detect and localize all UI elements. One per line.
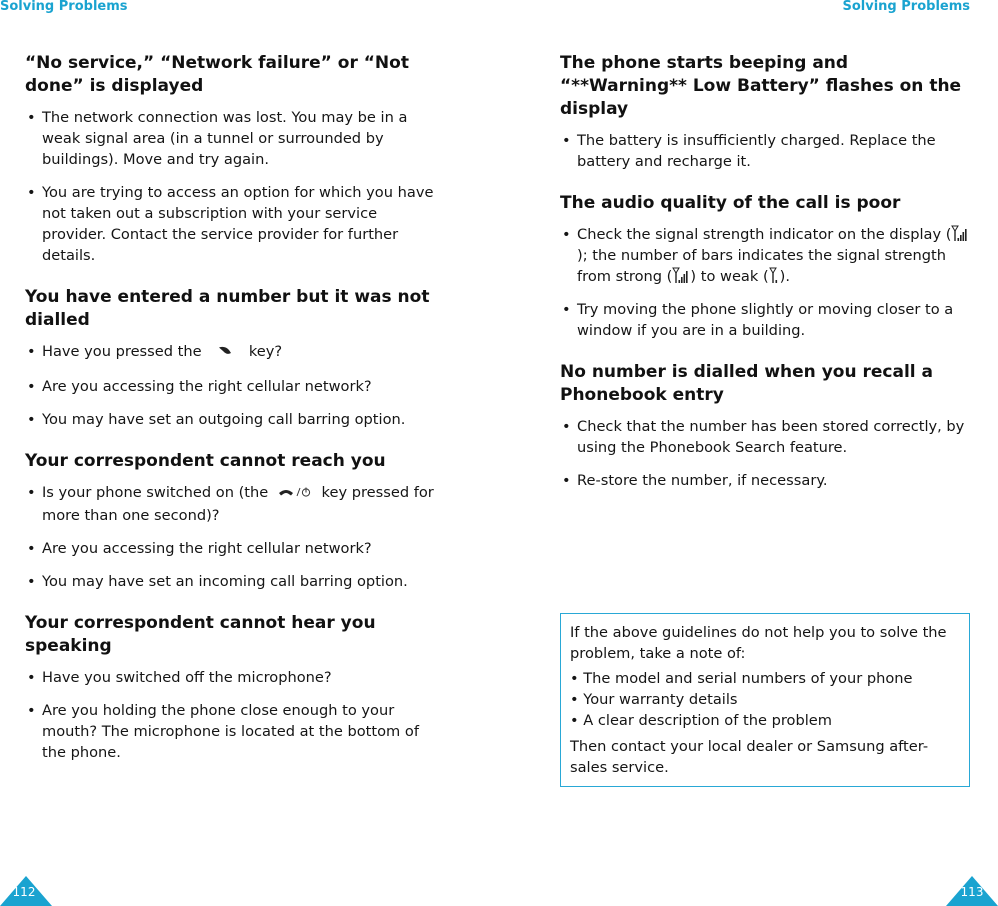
list-item: • Check that the number has been stored correctly, by using the Phonebook Search feature.: [560, 416, 972, 458]
send-key-icon: [208, 343, 242, 364]
list-item: • Are you accessing the right cellular network?: [25, 376, 440, 397]
list-item: [25, 341, 440, 364]
list-item: • The battery is insufficiently charged. Replace the battery and recharge it.: [560, 130, 972, 172]
list-item: [25, 482, 440, 526]
note-outro: Then contact your local dealer or Samsung after-sales service.: [570, 738, 929, 776]
list-item-text: ) to weak (: [690, 268, 769, 285]
note-item: • A clear description of the problem: [570, 712, 832, 729]
page-number-left: 112: [12, 885, 36, 899]
list-item-text: ); the number of bars indicates the signal strength from strong (: [577, 247, 946, 285]
right-page: [499, 0, 998, 906]
bullet-list: [560, 416, 972, 491]
running-head-left: Solving Problems: [0, 0, 128, 14]
signal-weak-icon: [769, 267, 780, 284]
list-item-text: key pressed for more than one second)?: [42, 484, 434, 524]
bullet-list: [560, 224, 972, 341]
bullet-list: [25, 107, 440, 266]
note-item: • Your warranty details: [570, 691, 738, 708]
list-item: • You are trying to access an option for which you have not taken out a subscription with your service provider. Contact the service provider for further details.: [25, 182, 440, 266]
bullet-list: [25, 667, 440, 763]
list-item-text: ).: [779, 268, 790, 285]
section-heading-low-battery: The phone starts beeping and “**Warning** Low Battery” flashes on the display: [560, 53, 962, 119]
left-column: [25, 52, 440, 783]
bullet-list: [560, 130, 972, 172]
signal-strong-icon: [672, 267, 690, 284]
right-column: [560, 52, 972, 511]
section-heading-not-dialled: You have entered a number but it was not dialled: [25, 287, 430, 330]
note-intro: If the above guidelines do not help you to solve the problem, take a note of:: [570, 624, 947, 662]
end-power-key-icon: [275, 484, 315, 505]
list-item: • You may have set an incoming call barring option.: [25, 571, 440, 592]
note-item: • The model and serial numbers of your phone: [570, 670, 913, 687]
list-item: • The network connection was lost. You may be in a weak signal area (in a tunnel or surrounded by buildings). Move and try again.: [25, 107, 440, 170]
section-heading-cannot-reach: Your correspondent cannot reach you: [25, 451, 386, 471]
list-item: • You may have set an outgoing call barring option.: [25, 409, 440, 430]
section-heading-no-service: “No service,” “Network failure” or “Not done” is displayed: [25, 53, 409, 96]
signal-strength-icon: [951, 225, 969, 242]
bullet-list: [25, 482, 440, 592]
list-item: • Have you switched off the microphone?: [25, 667, 440, 688]
list-item-text: Check the signal strength indicator on the display (: [577, 226, 952, 243]
list-item: • Try moving the phone slightly or moving closer to a window if you are in a building.: [560, 299, 972, 341]
list-item-text: Is your phone switched on (the: [42, 484, 269, 501]
running-head-right: Solving Problems: [842, 0, 970, 14]
list-item: • Re-store the number, if necessary.: [560, 470, 972, 491]
list-item-text: Have you pressed the: [42, 343, 202, 360]
list-item: • Are you holding the phone close enough to your mouth? The microphone is located at the bottom of the phone.: [25, 700, 440, 763]
section-heading-audio-quality: The audio quality of the call is poor: [560, 193, 901, 213]
list-item: [560, 224, 972, 287]
note-box: [560, 613, 970, 787]
bullet-list: [25, 341, 440, 430]
list-item: • Are you accessing the right cellular network?: [25, 538, 440, 559]
section-heading-phonebook: No number is dialled when you recall a Phonebook entry: [560, 362, 933, 405]
list-item-text: key?: [248, 343, 283, 360]
section-heading-cannot-hear: Your correspondent cannot hear you speaking: [25, 613, 376, 656]
page-number-right: 113: [960, 885, 984, 899]
